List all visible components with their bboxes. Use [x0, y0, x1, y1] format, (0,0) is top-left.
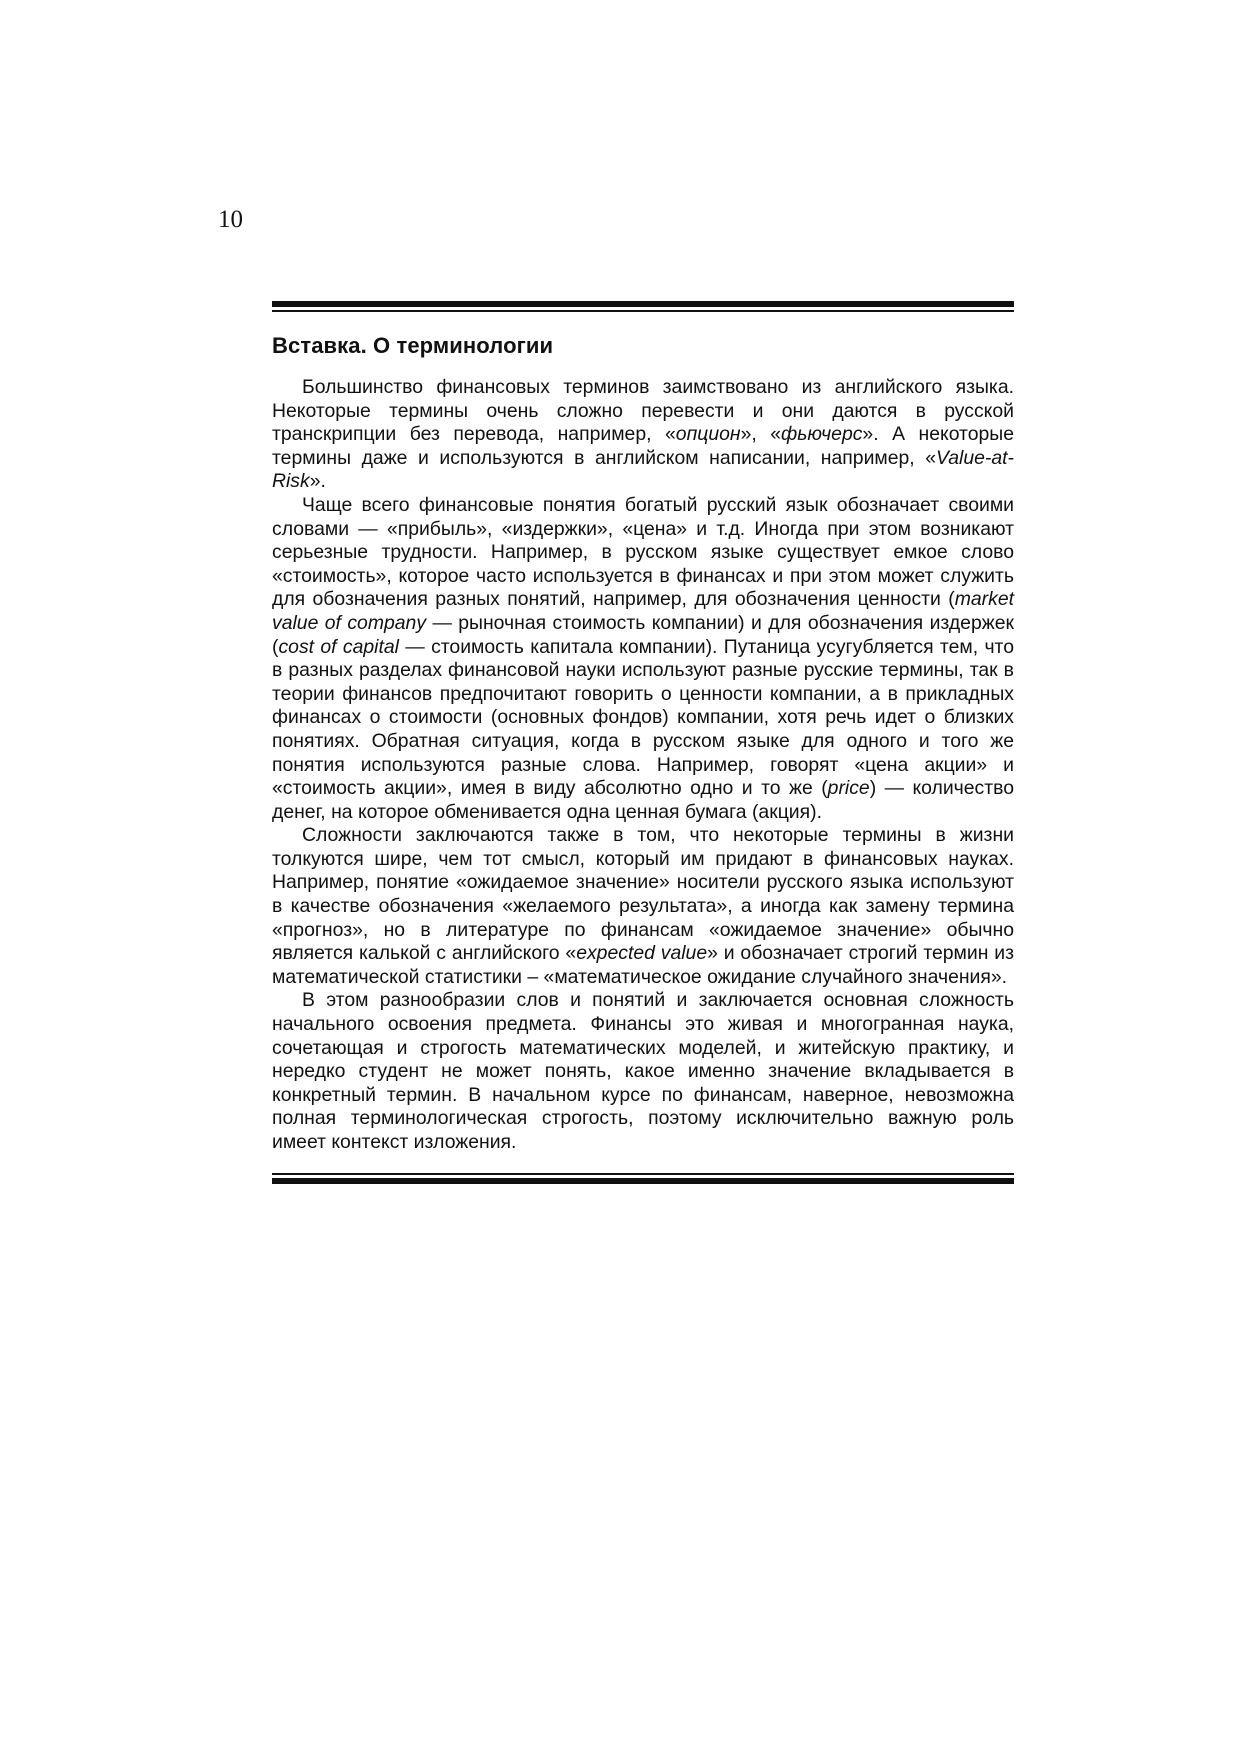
italic-term: опцион: [675, 423, 741, 446]
paragraph-2: [272, 494, 1014, 824]
italic-term: cost of capital: [278, 635, 399, 658]
text-run: — стоимость капитала компании). Путаница усугубляется тем, что в разных разделах финансовой науки используют разные русские термины, так в теории финансов предпочитают говорить о ценности компании, а в прикладных финансах о стоимости (основных фондов) компании, хотя речь идет о близких понятиях. Обратная ситуация, когда в русском языке для одного и того же понятия используются разные слова. Например, говорят «цена акции» и «стоимость акции», имея в виду абсолютно одно и то же (: [272, 635, 1014, 800]
sidebar-body: [272, 376, 1014, 1155]
paragraph-3: [272, 824, 1014, 989]
paragraph-1: [272, 376, 1014, 494]
top-rule-thick: [272, 301, 1014, 307]
sidebar-title: Вставка. О терминологии: [272, 333, 554, 358]
sidebar-bottom-rule: [272, 1173, 1014, 1184]
bottom-rule-thin: [272, 1173, 1014, 1175]
text-run: ». А некоторые термины даже и используются в английском написании, например, «: [272, 423, 1015, 469]
text-run: ».: [309, 470, 326, 493]
text-run: Большинство финансовых терминов заимствовано из английского языка. Некоторые термины очень сложно перевести и они даются в русской транскрипции без перевода, например, «: [272, 376, 1014, 446]
italic-term: фьючерс: [781, 423, 863, 446]
text-run: Сложности заключаются также в том, что некоторые термины в жизни толкуются шире, чем тот смысл, который им придают в финансовых науках. Например, понятие «ожидаемое значение» носители русского языка используют в качестве обозначения «желаемого результата», а иногда как замену термина «прогноз», но в литературе по финансам «ожидаемое значение» обычно является калькой с английского «: [272, 824, 1014, 965]
italic-term: price: [827, 777, 870, 800]
text-run: » и обозначает строгий термин из математической статистики – «математическое ожидание случайного значения».: [272, 942, 1014, 988]
bottom-rule-thick: [272, 1178, 1014, 1184]
terminology-sidebar: [272, 301, 1014, 1184]
italic-term: market value of company: [272, 588, 1014, 634]
text-run: — рыночная стоимость компании) и для обозначения издержек (: [272, 611, 1014, 658]
italic-term: expected value: [576, 942, 708, 965]
top-rule-thin: [272, 310, 1014, 312]
text-run: », «: [740, 423, 782, 446]
italic-term: Value-at-Risk: [272, 446, 1014, 493]
page-number: 10: [218, 206, 243, 233]
text-run: В этом разнообразии слов и понятий и заключается основная сложность начального освоения предмета. Финансы это живая и многогранная наука, сочетающая и строгость математических моделей, и житейскую практику, и нередко студент не может понять, какое именно значение вкладывается в конкретный термин. В начальном курсе по финансам, наверное, невозможна полная терминологическая строгость, поэтому исключительно важную роль имеет контекст изложения.: [272, 989, 1014, 1153]
sidebar-top-rule: [272, 301, 1014, 312]
paragraph-4: [272, 989, 1014, 1154]
text-run: ) — количество денег, на которое обменивается одна ценная бумага (акция).: [272, 777, 1014, 823]
text-run: Чаще всего финансовые понятия богатый русский язык обозначает своими словами — «прибыль», «издержки», «цена» и т.д. Иногда при этом возникают серьезные трудности. Например, в русском языке существует емкое слово «стоимость», которое часто используется в финансах и при этом может служить для обозначения разных понятий, например, для обозначения ценности (: [272, 493, 1014, 611]
